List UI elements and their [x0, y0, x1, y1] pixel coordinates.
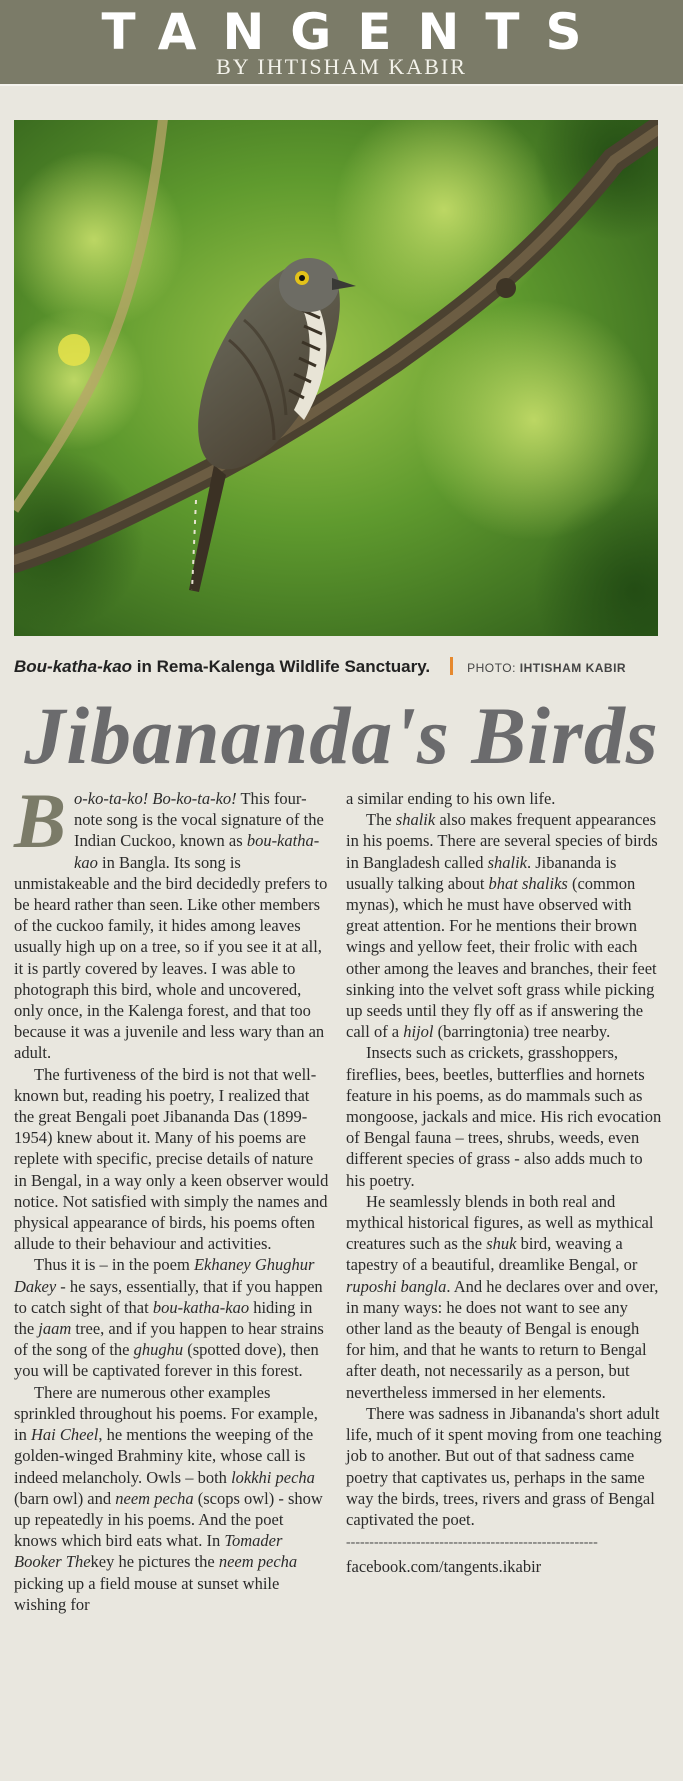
column-title: TANGENTS	[101, 3, 608, 61]
text-run-italic: shuk	[486, 1234, 517, 1254]
text-run-italic: ghughu	[133, 1340, 184, 1360]
text-run: . Jibananda is usually talking about	[346, 852, 617, 893]
photo-credit-name: IHTISHAM KABIR	[519, 661, 627, 675]
text-run: Thus it is – in the poem	[34, 1255, 194, 1275]
text-run: There are numerous other examples sprinkled throughout his poems. For example, in	[14, 1382, 318, 1445]
article-paragraph: Insects such as crickets, grasshoppers, fireflies, bees, beetles, butterflies and hornets feature in his poems, as do mammals such as mongoose, jackals and mice. His rich evocation of Bengal fauna – trees, shrubs, weeds, even different species of grass - also adds much to his poetry.	[346, 1043, 662, 1190]
article-paragraph: There was sadness in Jibananda's short adult life, much of it spent moving from one teaching job to another. But out of that sadness came poetry that captivates us, perhaps in the same way the birds, trees, rivers and grass of Bengal captivated the poet.	[346, 1403, 662, 1529]
text-run: (scops owl) - show up repeatedly in his poems. And the poet knows which bird eats what. In	[14, 1488, 323, 1551]
text-run-italic: bou-katha-kao	[152, 1297, 250, 1317]
text-run: also makes frequent appearances in his poems. There are several species of birds in Bangladesh called	[346, 810, 658, 872]
text-run-italic: Hai Cheel	[30, 1425, 99, 1445]
article-paragraph	[14, 1382, 330, 1615]
text-run: The	[366, 810, 396, 830]
text-run-italic: neem pecha	[115, 1488, 194, 1508]
text-run: in Bangla. Its song is unmistakeable and the bird decidedly prefers to be heard rather than seen. Like other members of the cuckoo family, it hides among leaves usually high up on a tree, so if you see it at all, it is partly covered by leaves. I was able to photograph this bird, whole and uncovered, only once, in the Kalenga forest, and that too because it was a juvenile and less wary than an adult.	[14, 852, 328, 1063]
text-run-italic: shalik	[487, 852, 528, 872]
text-run-italic: Tomader Booker The	[14, 1531, 283, 1572]
article-column-left	[14, 777, 330, 1615]
text-run-italic: neem pecha	[218, 1552, 298, 1572]
text-run: (common mynas), which he must have observed with great attention. For he mentions their brown wings and yellow feet, their frolic with each other among the leaves and branches, their feet sinking into the velvet soft grass while picking up seeds until they fly off as if answering the call of a	[346, 873, 657, 1042]
byline: BY IHTISHAM KABIR	[216, 54, 467, 79]
text-run-italic: bhat shaliks	[488, 873, 568, 893]
text-run-italic: shalik	[395, 810, 436, 830]
photo-credit	[467, 661, 626, 675]
text-run: tree, and if you happen to hear strains of the song of the	[14, 1319, 324, 1360]
cuckoo-photo	[14, 120, 658, 636]
article-paragraph	[346, 1191, 662, 1403]
article-headline: Jibananda's Birds	[24, 690, 659, 781]
text-run: This four-note song is the vocal signature of the Indian Cuckoo, known as	[74, 789, 324, 851]
photo-credit-label: PHOTO:	[467, 661, 520, 675]
text-run: - he says, essentially, that if you happen to catch sight of that	[14, 1276, 323, 1317]
facebook-link[interactable]: facebook.com/tangents.ikabir	[346, 1557, 542, 1577]
text-run-italic: lokkhi pecha	[231, 1467, 315, 1487]
divider-dashes: ------------------------------------------------------	[346, 1536, 598, 1551]
article-paragraph: a similar ending to his own life.	[346, 789, 556, 808]
photo-caption	[14, 654, 664, 680]
text-run: (spotted dove), then you will be captivated forever in this forest.	[14, 1340, 319, 1381]
text-run-italic: jaam	[38, 1319, 72, 1339]
text-run-italic: bou-katha-kao	[74, 831, 320, 872]
caption-separator	[450, 657, 453, 675]
text-run: hiding in the	[14, 1297, 313, 1339]
article-paragraph	[14, 777, 330, 1064]
text-run: picking up a field mouse at sunset while wishing for	[14, 1573, 280, 1614]
text-run: (barn owl) and	[14, 1488, 116, 1508]
article-paragraph	[346, 809, 662, 1042]
article-paragraph	[14, 1254, 330, 1381]
text-run: key he pictures the	[90, 1552, 219, 1572]
text-run-italic: hijol	[403, 1022, 434, 1042]
text-run: . And he declares over and over, in many ways: he does not want to see any other land as the beauty of Bengal is enough for him, and that he wants to return to Bengal after death, not necessarily as a person, but nevertheless immersed in her elements.	[346, 1276, 659, 1402]
article-column-right	[346, 788, 662, 1577]
text-run: (barringtonia) tree nearby.	[433, 1022, 611, 1042]
text-run: , he mentions the weeping of the golden-winged Brahminy kite, whose call is indeed melancholy. Owls – both	[14, 1425, 314, 1487]
masthead	[0, 0, 683, 86]
article-paragraph: The furtiveness of the bird is not that well-known but, reading his poetry, I realized that the great Bengali poet Jibananda Das (1899-1954) knew about it. Many of his poems are replete with specific, precise details of nature in Bengal, in a way only a keen observer would notice. Not satisfied with simply the names and physical appearance of birds, his poems often allude to their behaviour and activities.	[14, 1064, 329, 1254]
drop-cap: B	[14, 777, 67, 864]
text-run-italic: ruposhi bangla	[346, 1276, 447, 1296]
caption-location: in Rema-Kalenga Wildlife Sanctuary.	[132, 657, 431, 676]
text-run: He seamlessly blends in both real and mythical historical figures, as well as mythical creatures such as the	[346, 1191, 654, 1254]
song-quote: o-ko-ta-ko! Bo-ko-ta-ko!	[74, 789, 237, 808]
text-run-italic: Ekhaney Ghughur Dakey	[14, 1255, 315, 1296]
text-run: bird, weaving a tapestry of a beautiful, dreamlike Bengal, or	[346, 1234, 638, 1275]
caption-bird-name: Bou-katha-kao	[14, 657, 133, 676]
cuckoo-photo-illustration	[14, 120, 658, 636]
